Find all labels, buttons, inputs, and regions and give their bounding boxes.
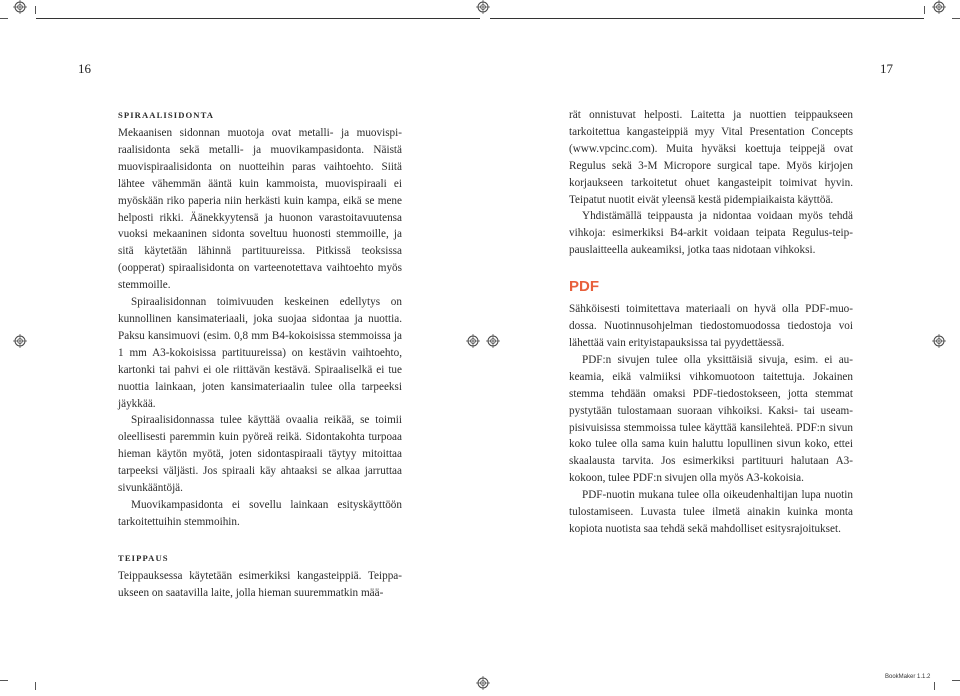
crop-mark (934, 682, 935, 690)
paragraph: rät onnistuvat helposti. Laitetta ja nuottien teippaukseen tarkoitettua kangasteippiä myy Vital Presentation Concepts (www.vpcinc.com). Muita hyväksi koettuja teippejä ovat Regulus sekä 3-M Micropore surgical tape. Myös kirjojen korjaukseen tarkoitetut ohuet kangasteipit toimivat hyvin. Teipatut nuotit eivät yleensä kestä pidempiaikaista käyttöä. (569, 109, 853, 206)
registration-mark-icon (932, 0, 946, 14)
header-rule-left (36, 18, 480, 19)
registration-mark-icon (476, 0, 490, 14)
crop-mark (35, 682, 36, 690)
paragraph: Mekaanisen sidonnan muotoja ovat metalli- ja muovispiraalisidonta sekä metalli- ja muovikampasidonta. Näistä muovispiraalisidonta on nuotteihin paras vaihtoehto. Siitä lähtee vähemmän ääntä kuin kammoista, muovispiraali ei myöskään riko paperia niin herkästi kuin kampa, eikä se mene helposti rikki. Äänekkyytensä ja huonon varastoitavuutensa vuoksi mekaaninen sidonta soveltuu huonosti stemmoille, ja sitä käytetään lähinnä partituureissa. Pitkissä teoksissa (oopperat) spiraalisidonta on varteenotettava vaihtoehto myös stemmoille. (118, 127, 402, 292)
registration-mark-icon (476, 676, 490, 690)
paragraph: Spiraalisidonnassa tulee käyttää ovaalia reikää, se toimii oleellisesti paremmin kuin pyöreä reikä. Sidontakohta turpoaa hieman käytön myötä, joten sidontaspiraali täytyy mitoittaa tarpeeksi väljästi. Jos spiraali käy ahtaaksi se alkaa jarruttaa sivunkääntöjä. (118, 414, 402, 495)
crop-mark (0, 18, 8, 19)
left-column (118, 107, 402, 602)
crop-mark (35, 6, 36, 14)
registration-mark-icon (466, 334, 480, 348)
paragraph: PDF-nuotin mukana tulee olla oikeudenhaltijan lupa nuotin tulostamiseen. Luvasta tulee ilmetä ainakin kuinka monta kopiota nuotista saa tehdä sekä mahdolliset esitysrajoitukset. (569, 489, 853, 535)
paragraph: Muovikampasidonta ei sovellu lainkaan esityskäyttöön tarkoitettuihin stemmoihin. (118, 498, 402, 528)
footer-software-label: BookMaker 1.1.2 (885, 674, 931, 680)
crop-mark (924, 6, 925, 14)
registration-mark-icon (13, 334, 27, 348)
registration-mark-icon (932, 334, 946, 348)
crop-mark (952, 680, 960, 681)
crop-mark (952, 18, 960, 19)
crop-mark (0, 680, 8, 681)
section-heading-teippaus: TEIPPAUS (118, 552, 169, 563)
paragraph: PDF:n sivujen tulee olla yksittäisiä sivuja, esim. ei aukeamia, eikä valmiiksi vihkomuotoon taitettuja. Jokainen stemma tehdään omaksi PDF-tiedostokseen, jotta stemmat pystytään tulostamaan suoraan vihkoiksi. Kaksi- tai useampisivuisissa stemmoissa tulee käyttää kansilehteä. PDF:n sivun koko tulee olla sama kuin haluttu lopullinen sivun koko, ettei skaalausta tarvita. Jos esimerkiksi partituuri halutaan A3-kokoon, tulee PDF:n sivujen olla myös A3-kokoisia. (569, 353, 853, 485)
right-column (569, 107, 853, 538)
paragraph: Yhdistämällä teippausta ja nidontaa voidaan myös tehdä vihkoja: esimerkiksi B4-arkit voidaan teipata Regulus-teippauslaitteella aukeamiksi, jotka taas nidotaan vihkoksi. (569, 210, 853, 257)
page-number-left: 16 (78, 61, 91, 76)
paragraph: Spiraalisidonnan toimivuuden keskeinen edellytys on kunnollinen kansimateriaali, joka suojaa sidontaa ja nuottia. Paksu kansimuovi (esim. 0,8 mm B4-kokoisissa stemmoissa ja 1 mm A3-kokoisissa partituureissa) on kestävin vaihtoehto, kartonki tai pahvi ei ole riittävän kestävä. Spiraaliselkä ei tue nuottia lainkaan, joten kansimateriaalin tulee olla tarpeeksi jäykkää. (118, 296, 402, 410)
registration-mark-icon (486, 334, 500, 348)
page-number-right: 17 (880, 61, 893, 76)
paragraph: Teippauksessa käytetään esimerkiksi kangasteippiä. Teippaukseen on saatavilla laite, jolla hieman suuremmatkin mää- (118, 569, 402, 599)
section-heading-spiraalisidonta: SPIRAALISIDONTA (118, 110, 215, 120)
header-rule-right (490, 18, 924, 19)
section-heading-pdf: PDF (569, 278, 599, 296)
registration-mark-icon (13, 0, 27, 14)
paragraph: Sähköisesti toimitettava materiaali on hyvä olla PDF-muodossa. Nuotinnusohjelman tiedostomuodossa tiedostoja voi lähettää vain erityistapauksissa tai pyydettäessä. (569, 303, 853, 349)
